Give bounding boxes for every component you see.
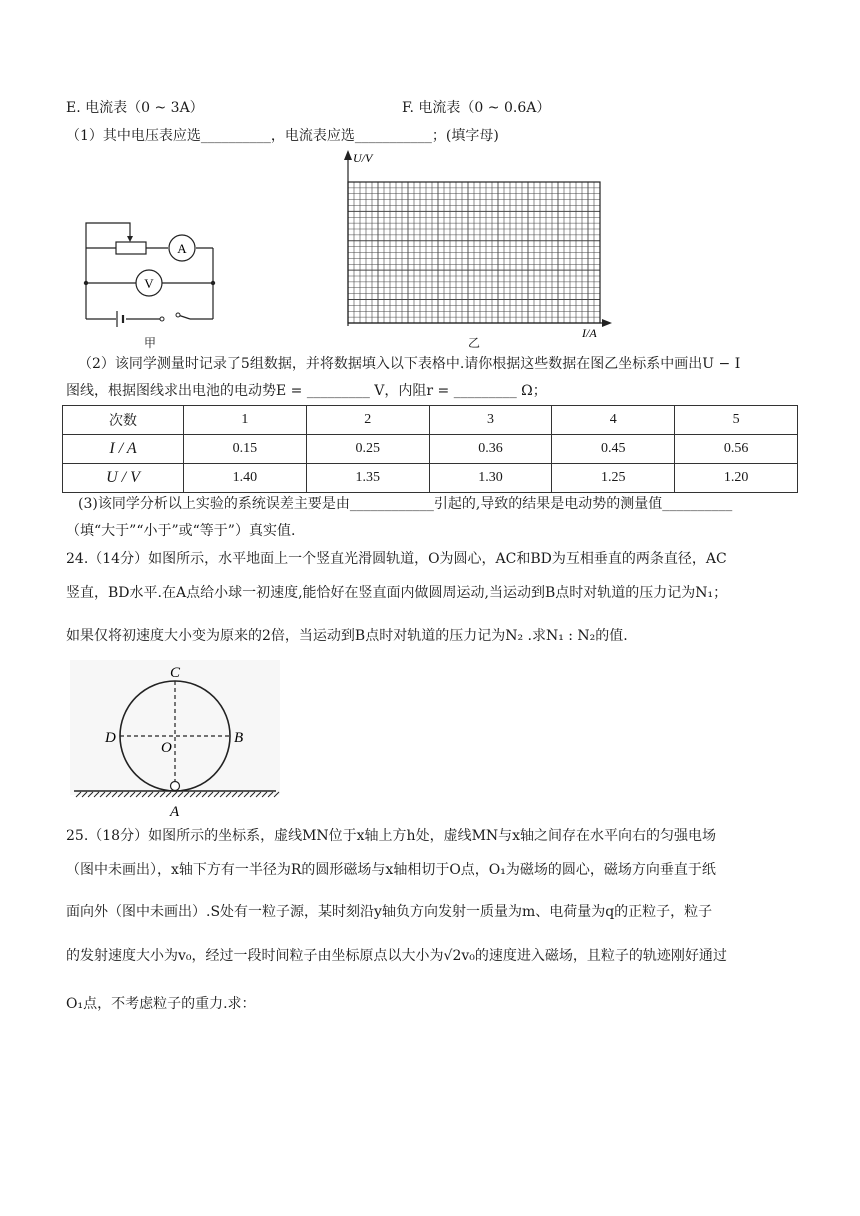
- table-cell: 0.45: [552, 435, 675, 464]
- table-cell: 1.35: [306, 464, 429, 493]
- table-cell: 0.25: [306, 435, 429, 464]
- problem-24-line-2: 竖直，BD水平.在A点给小球一初速度,能恰好在竖直面内做圆周运动,当运动到B点时对轨道的压力记为N₁；: [66, 585, 728, 601]
- problem-25-line-3: 面向外（图中未画出）.S处有一粒子源，某时刻沿y轴负方向发射一质量为m、电荷量为q的正粒子，粒子: [66, 904, 713, 920]
- table-row: [63, 464, 798, 493]
- question-2-line-1: （2）该同学测量时记录了5组数据，并将数据填入以下表格中.请你根据这些数据在图乙坐标系中画出U − I: [78, 356, 741, 372]
- table-cell: 0.36: [429, 435, 552, 464]
- question-3-line-2: （填“大于”“小于”或“等于”）真实值.: [66, 523, 296, 539]
- ammeter: [169, 235, 195, 261]
- table-cell: 4: [552, 406, 675, 435]
- option-f: F. 电流表（0 ~ 0.6A）: [402, 100, 551, 116]
- table-cell: 1.20: [675, 464, 798, 493]
- table-cell: 2: [306, 406, 429, 435]
- ammeter-label: A: [177, 241, 187, 256]
- point-a-label: A: [170, 804, 180, 820]
- circuit-caption: 甲: [144, 336, 157, 350]
- option-e: E. 电流表（0 ~ 3A）: [66, 100, 204, 116]
- table-cell: I / A: [63, 435, 184, 464]
- table-cell: U / V: [63, 464, 184, 493]
- point-b-label: B: [234, 730, 244, 746]
- table-cell: 1.30: [429, 464, 552, 493]
- table-header-row: [63, 406, 798, 435]
- table-cell: 1.40: [184, 464, 307, 493]
- question-2-line-2: 图线，根据图线求出电池的电动势E = _________ V，内阻r = _________ Ω；: [66, 383, 547, 399]
- voltmeter-label: V: [144, 276, 154, 291]
- problem-24-line-1: 24.（14分）如图所示，水平地面上一个竖直光滑圆轨道，O为圆心，AC和BD为互相垂直的两条直径，AC: [66, 551, 727, 567]
- table-cell: 3: [429, 406, 552, 435]
- problem-25-line-5: O₁点，不考虑粒子的重力.求：: [66, 996, 256, 1012]
- data-table: [62, 405, 798, 493]
- point-c-label: C: [170, 665, 181, 681]
- graph-caption: 乙: [468, 336, 481, 350]
- table-cell: 1.25: [552, 464, 675, 493]
- table-cell: 0.56: [675, 435, 798, 464]
- problem-25-line-2: （图中未画出），x轴下方有一半径为R的圆形磁场与x轴相切于O点，O₁为磁场的圆心，磁场方向垂直于纸: [66, 862, 716, 878]
- point-d-label: D: [105, 730, 116, 746]
- graph-grid: [330, 148, 615, 353]
- circle-track-figure: [70, 660, 280, 820]
- question-1: （1）其中电压表应选__________，电流表应选___________；(填字母): [66, 128, 499, 144]
- question-3-line-1: (3)该同学分析以上实验的系统误差主要是由____________引起的,导致的结果是电动势的测量值__________: [78, 496, 733, 512]
- problem-25-line-4: 的发射速度大小为v₀，经过一段时间粒子由坐标原点以大小为√2v₀的速度进入磁场，且粒子的轨迹刚好通过: [66, 948, 727, 964]
- circuit-diagram: [70, 205, 230, 350]
- table-cell: 5: [675, 406, 798, 435]
- table-row: [63, 435, 798, 464]
- point-o-label: O: [161, 740, 172, 756]
- table-cell: 1: [184, 406, 307, 435]
- table-cell: 次数: [63, 406, 184, 435]
- graph-x-label: I/A: [582, 326, 597, 340]
- problem-24-line-3: 如果仅将初速度大小变为原来的2倍，当运动到B点时对轨道的压力记为N₂ .求N₁ : N₂的值.: [66, 628, 628, 644]
- table-cell: 0.15: [184, 435, 307, 464]
- graph-y-label: U/V: [353, 151, 373, 165]
- voltmeter: [136, 270, 162, 296]
- problem-25-line-1: 25.（18分）如图所示的坐标系，虚线MN位于x轴上方h处，虚线MN与x轴之间存在水平向右的匀强电场: [66, 828, 717, 844]
